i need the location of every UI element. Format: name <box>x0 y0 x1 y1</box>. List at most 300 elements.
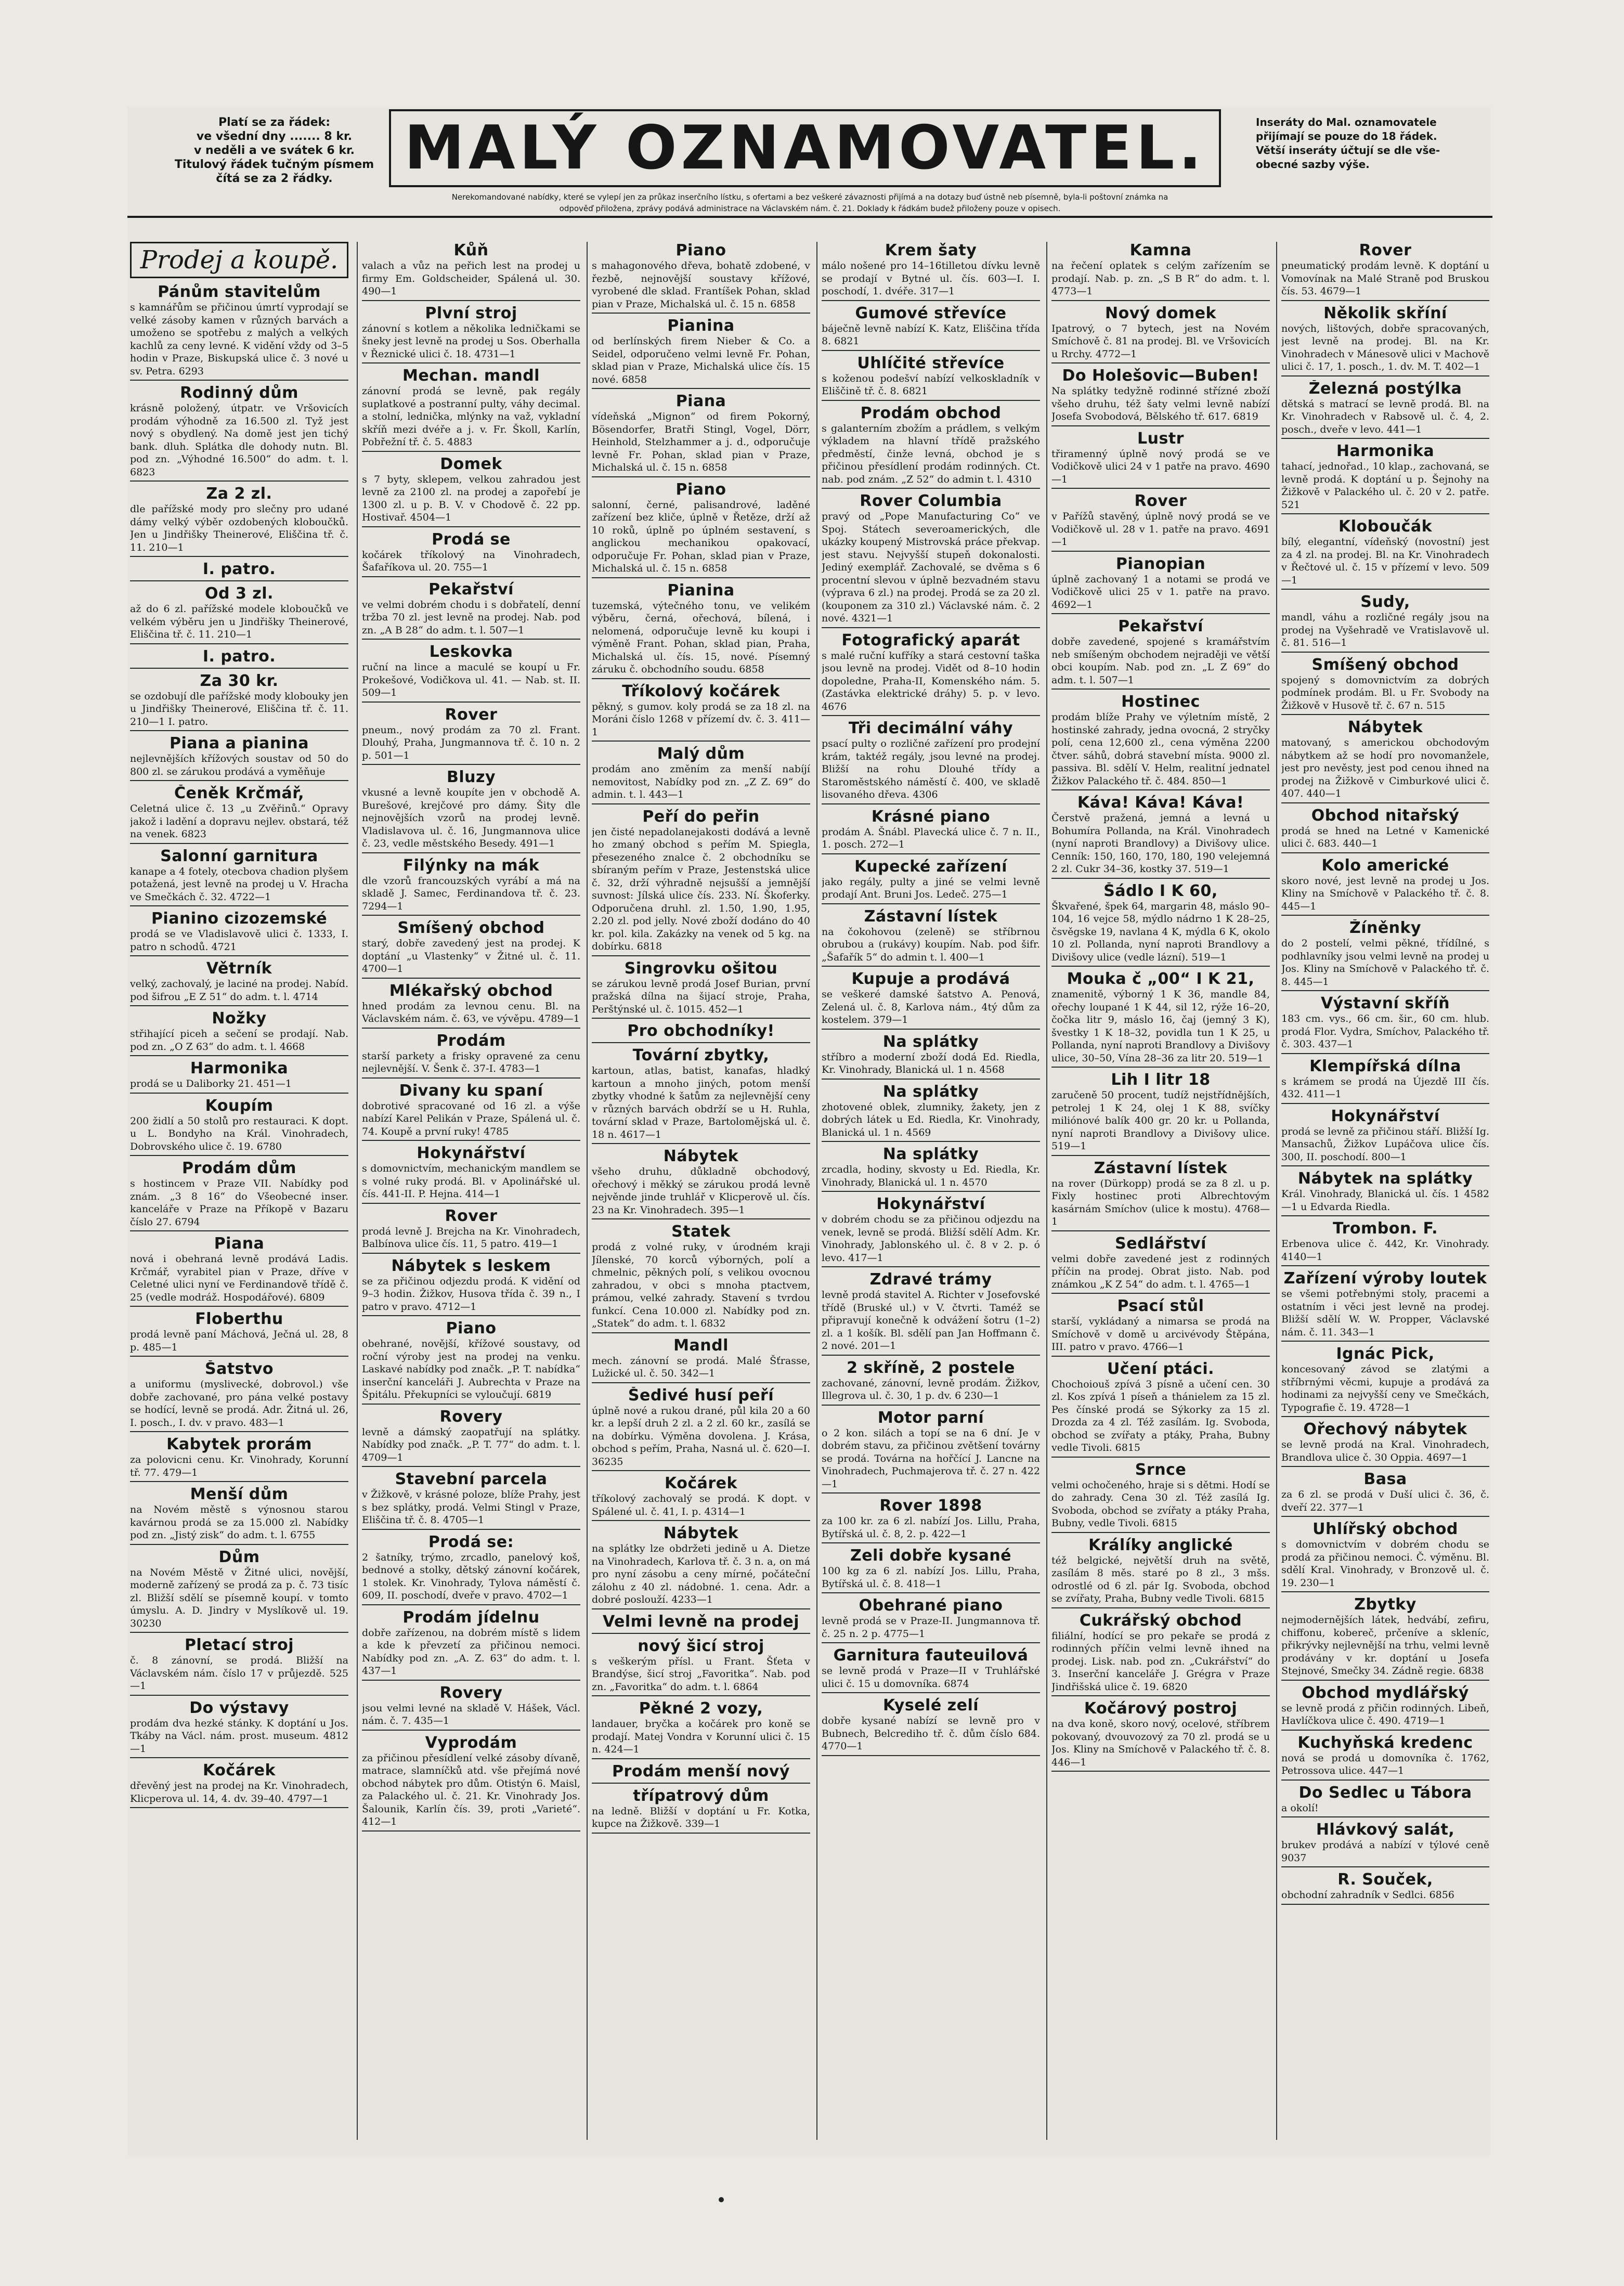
ad-heading: Klempířská dílna <box>1309 1057 1461 1075</box>
classified-ad <box>130 1097 348 1157</box>
classified-ad <box>1281 1821 1489 1867</box>
classified-ad <box>592 1475 810 1521</box>
classified-ad <box>130 585 348 644</box>
ad-heading: Do výstavy <box>189 1699 289 1717</box>
ad-text: 200 židlí a 50 stolů pro restauraci. K dopt. u L. Bondyho na Král. Vinohradech, Dobrovského ulice č. 19. 6780 <box>130 1115 348 1152</box>
ad-divider <box>592 1470 810 1471</box>
ad-divider <box>130 1055 348 1056</box>
ad-divider <box>822 1141 1040 1142</box>
classified-ad <box>1281 593 1489 653</box>
ad-heading: Harmonika <box>190 1060 289 1077</box>
ad-text: nejmodernějších látek, hedvábí, zefiru, chiffonu, kobereč, prčeníve a skleníc, přikrývky nejlevnější na trhu, velmi levně prodávány v kr. doptání u Josefa Stejnové, Smečky 34. Zádně regie. 6838 <box>1281 1614 1489 1677</box>
ad-text: málo nošené pro 14–16tilletou dívku levně se prodají v Bytné ul. čís. 603—I. I. poschodí, 1. dvéře. 317—1 <box>822 260 1040 297</box>
ad-divider <box>1051 551 1270 552</box>
ad-text: Chochoiouš zpívá 3 písně a učení cen. 30 zl. Kos zpívá 1 píseň a thánielem za 15 zl. Pes čínské prodá se Sýkorky za 15 zl. Drozda za 4 zl. Též zasílám. Ig. Svoboda, obchod se zvířaty a ptáky, Praha, Bubny vedle Tivoli. 6815 <box>1051 1378 1270 1453</box>
classified-ad <box>592 1387 810 1472</box>
ad-heading: Lih I litr 18 <box>1111 1071 1211 1089</box>
ad-divider <box>362 576 580 577</box>
classified-ad <box>1281 656 1489 716</box>
classified-ad <box>592 808 810 956</box>
column-1 <box>130 242 348 2140</box>
classified-ad <box>1051 882 1270 967</box>
ad-text: jen čisté nepadolanejakosti dodává a levně ho zmaný obchod s peřím M. Spiegla, přesezeného znalce č. 2 obchodníku se sbíraným peřím v Praze, Jestenstská ulice č. 32, drží výhradně nejsušší a jemnější suvnost: Jílská ulice čís. 233. Ní. Škoferky. Odporučena druhl. zl. 1.50, 1.90, 1.95, 2.20 zl. pod jelly. Nové zboží dodáno do 40 kr. pol. kila. Zakázky na venek od 5 kg. na dobírku. 6818 <box>592 826 810 952</box>
ad-divider <box>592 1608 810 1609</box>
ad-divider <box>1281 652 1489 653</box>
classified-ad <box>362 857 580 916</box>
ad-heading: Statek <box>671 1223 731 1241</box>
ad-text: prodá z volné ruky, v úrodném kraji Jílenské, 70 korců výborných, polí a chmelnic, pěkných polí, s velikou ovocnou zahradou, v obci s mnoha ptactvem, prámou, velké zahrady. Stavení s tvrdou funkcí. Cena 10.000 zl. Nabídky pod zn. „Statek“ do adm. t. l. 6832 <box>592 1241 810 1329</box>
classified-ad <box>1051 430 1270 489</box>
ad-divider <box>1051 1695 1270 1696</box>
ad-heading: 2 skříně, 2 postele <box>847 1359 1015 1377</box>
ad-heading: Nábytek <box>1347 719 1423 736</box>
column-divider <box>357 242 358 2140</box>
classified-ad <box>1281 1270 1489 1342</box>
classified-ad <box>822 1359 1040 1406</box>
ad-heading: Kupecké zařízení <box>854 858 1007 876</box>
rate-line: v neděli a ve svátek 6 kr. <box>193 144 355 157</box>
ad-text: se zárukou levně prodá Josef Burian, první pražská dílna na šijací stroje, Praha, Perštýnské ul. č. 1015. 452—1 <box>592 978 810 1015</box>
classified-ad <box>1281 807 1489 853</box>
classified-ad <box>1281 1421 1489 1467</box>
ad-text: prodá se ve Vladislavově ulici č. 1333, I. patro n schodů. 4721 <box>130 928 348 953</box>
ad-heading: Rover <box>445 1207 498 1225</box>
ad-divider <box>592 1042 810 1043</box>
ad-divider <box>130 1356 348 1357</box>
classified-ad <box>592 1525 810 1609</box>
classified-ad <box>130 1699 348 1759</box>
classified-ad <box>362 1320 580 1405</box>
ad-divider <box>362 1028 580 1029</box>
ad-divider <box>362 764 580 765</box>
classified-ad <box>822 492 1040 628</box>
ad-heading: Hlávkový salát, <box>1316 1821 1455 1839</box>
ad-divider <box>1051 1067 1270 1068</box>
ad-text: o 2 kon. silách a topí se na 6 dní. Je v dobrém stavu, za přičinou zvětšení továrny se prodá. Továrna na hořčící J. Lancne na Vinohradech, Puchmajerova tř. č. 27 n. 422—1 <box>822 1427 1040 1490</box>
ad-heading: Kůň <box>453 242 489 259</box>
ad-divider <box>592 577 810 578</box>
ad-heading: Za 2 zl. <box>206 485 272 503</box>
ad-heading: Ignác Pick, <box>1336 1345 1435 1363</box>
ad-text: s mahagonového dřeva, bohatě zdobené, v řezbě, nejnovější soustavy křížové, vyrobené dle sklad. Frantíšek Pohan, sklad pian v Praze, Michalská ul. č. 15 n. 6858 <box>592 260 810 310</box>
ad-heading: Cukrářský obchod <box>1079 1612 1242 1630</box>
ad-heading: Rovery <box>439 1684 503 1702</box>
ad-heading: Nábytek <box>663 1525 739 1542</box>
ad-heading: Plvní stroj <box>425 304 517 322</box>
ad-heading: Leskovka <box>429 643 513 661</box>
classified-ad <box>1051 492 1270 552</box>
classified-ad <box>1051 242 1270 301</box>
classified-ad <box>1051 693 1270 790</box>
ad-heading: Prodám <box>436 1032 506 1050</box>
ad-text: 2 šatníky, trýmo, zrcadlo, panelový koš, bednové a stolky, dětský zánovní kočárek, 1 stolek. Kr. Vinohrady, Tylova náměstí č. 609, II. poschodí, dveře v pravo. 4702—1 <box>362 1551 580 1601</box>
ad-divider <box>592 803 810 804</box>
classified-ad <box>130 960 348 1006</box>
classified-ad <box>1051 1297 1270 1357</box>
classified-ad <box>362 769 580 853</box>
ad-heading: Zástavní lístek <box>864 907 998 926</box>
ad-heading: Gumové střevíce <box>855 304 1007 322</box>
classified-ad <box>1281 1220 1489 1266</box>
classified-ad <box>130 848 348 907</box>
ad-text: Král. Vinohrady, Blanická ul. čís. 1 4582—1 u Edvarda Riedla. <box>1281 1188 1489 1213</box>
ad-text: na ledně. Bližší v doptání u Fr. Kotka, kupce na Žižkově. 339—1 <box>592 1805 810 1829</box>
classified-ad <box>362 1082 580 1141</box>
ad-text: dobře kysané nabízí se levně pro v Bubnech, Belcrediho tř. č. dům číslo 684. 4770—1 <box>822 1715 1040 1752</box>
ad-heading: Na splátky <box>882 1033 979 1051</box>
classified-ad <box>362 919 580 979</box>
ad-text: s malé ruční kufříky a stará cestovní taška jsou levně na prodej. Vidět od 8–10 hodin dopoledne, Praha-II, Komenského nám. 5. (Zastávka elektrické dráhy) 5. p. v levo. 4676 <box>822 650 1040 712</box>
ad-heading: Rover <box>1134 492 1187 510</box>
classified-ad <box>1281 1170 1489 1216</box>
ad-heading: Rover <box>445 706 498 724</box>
classified-ad <box>592 1763 810 1784</box>
ad-text: kočárek tříkolový na Vinohradech, Šafaříkova ul. 20. 755—1 <box>362 549 580 573</box>
rate-line: ve všední dny ....... 8 kr. <box>196 130 353 143</box>
ad-text: a okolí! <box>1281 1802 1319 1814</box>
ad-divider <box>362 1404 580 1405</box>
classified-ad <box>1281 857 1489 916</box>
ad-heading: Zástavní lístek <box>1094 1159 1228 1177</box>
ad-divider <box>592 1143 810 1144</box>
ad-text: krásně položený, útpatr. ve Vršovicích prodám výhodně za 16.500 zl. Tyž jest nový s obydlený. Na domě jest jen tichý bank. dluh. Splátka dle dohody nutn. Bl. pod zn. „Výhodné 16.500“ do adm. t. l. 6823 <box>130 402 348 478</box>
column-divider <box>1046 242 1047 2140</box>
ad-heading: Hostinec <box>1121 693 1200 711</box>
ad-divider <box>1281 1416 1489 1417</box>
ad-divider <box>822 966 1040 967</box>
ad-heading: Koupím <box>205 1097 274 1115</box>
ad-divider <box>592 1520 810 1521</box>
rule-line: přijímají se pouze do 18 řádek. <box>1256 130 1437 142</box>
classified-ad <box>362 1684 580 1731</box>
ad-divider <box>130 580 348 581</box>
ad-divider <box>822 1355 1040 1356</box>
ad-divider <box>822 1755 1040 1756</box>
ad-divider <box>130 1807 348 1808</box>
ad-text: tříkolový zachovalý se prodá. K dopt. v Spálené ul. č. 41, I. p. 4314—1 <box>592 1493 810 1517</box>
section-heading <box>130 242 348 278</box>
ad-divider <box>592 1018 810 1019</box>
ad-text: za 6 zl. se prodá v Duší ulici č. 36, č. dveří 22. 377—1 <box>1281 1489 1489 1513</box>
ad-text: kanape a 4 fotely, otecbova chadion plyšem potažená, jest levně na prodej u V. Hracha ve Smečkách č. 32. 4722—1 <box>130 865 348 903</box>
classified-ad <box>592 1022 810 1043</box>
rate-line: čítá se za 2 řádky. <box>216 172 333 185</box>
classified-ad <box>822 970 1040 1030</box>
classified-ad <box>1051 1537 1270 1608</box>
classified-ad <box>362 1408 580 1467</box>
ad-divider <box>362 451 580 452</box>
ad-divider <box>1281 802 1489 803</box>
ad-divider <box>1281 1591 1489 1592</box>
classified-ad <box>1281 1108 1489 1167</box>
insert-rules <box>1256 115 1495 172</box>
classified-ad <box>130 1060 348 1094</box>
ad-heading: Do Holešovic—Buben! <box>1062 367 1259 385</box>
ad-text: se veškeré damské šatstvo A. Penová, Zelená ul. č. 8, Karlova nám., 4tý dům za kostelem. 379—1 <box>822 989 1040 1025</box>
ad-heading: Prodám dům <box>182 1160 296 1177</box>
ad-divider <box>1051 1356 1270 1357</box>
ad-heading: Ořechový nábytek <box>1303 1421 1467 1438</box>
ad-text: velký, zachovalý, je laciné na prodej. Nabíd. pod šifrou „E Z 51“ do adm. t. l. 4714 <box>130 978 348 1003</box>
classified-ad <box>822 405 1040 489</box>
ad-divider <box>130 480 348 482</box>
ad-divider <box>1281 1516 1489 1517</box>
ad-text: dle vzorů francouzských vyrábí a má na skladě J. Samec, Ferdinandova tř. č. 23. 7294—1 <box>362 875 580 912</box>
ad-divider <box>1051 1771 1270 1772</box>
classified-ad <box>822 1497 1040 1543</box>
ad-text: Čerstvě pražená, jemná a levná u Bohumíra Pollanda, na Král. Vinohradech (nyní naproti Brandlovy) a Divišovy ulice. Cenník: 150, 160, 170, 180, 190 velejemná 2 zl. Cukr 34–36, kostky 37. 519—1 <box>1051 812 1270 875</box>
ad-heading: Fotografický aparát <box>841 631 1020 650</box>
ad-divider <box>130 1481 348 1482</box>
ad-text: od berlínských firem Nieber & Co. a Seidel, odporučeno velmi levně Fr. Pohan, sklad pian v Praze, Michalská ulice čís. 15 nové. 6858 <box>592 335 810 385</box>
ad-heading: Několik skříní <box>1323 304 1447 322</box>
ad-divider <box>1051 689 1270 690</box>
ad-divider <box>592 1758 810 1759</box>
ad-heading: Psací stůl <box>1117 1297 1204 1315</box>
ad-divider <box>130 1155 348 1156</box>
ad-heading: Pro obchodníky! <box>627 1022 775 1040</box>
ad-text: dle pařížské mody pro slečny pro udané dámy velký výběr ozdobených kloboučků. Jen u Jindřišky Theinerové, Eliščina tř. č. 11. 210—1 <box>130 503 348 553</box>
classified-ad <box>822 242 1040 301</box>
ad-heading: Vyprodám <box>425 1734 517 1752</box>
classified-ad <box>592 393 810 477</box>
ad-divider <box>362 1830 580 1832</box>
ad-divider <box>1051 966 1270 967</box>
classified-ad <box>592 1148 810 1219</box>
ad-divider <box>1281 1904 1489 1905</box>
ad-heading: Šádlo I K 60, <box>1103 882 1218 900</box>
ad-heading: Větrník <box>206 960 272 978</box>
ad-divider <box>130 1632 348 1633</box>
ad-divider <box>362 1680 580 1681</box>
classified-ad <box>1281 1784 1489 1818</box>
ad-divider <box>1281 1680 1489 1681</box>
ad-heading: Obchod mydlářský <box>1302 1684 1469 1702</box>
page-mark <box>719 2197 724 2202</box>
ad-heading: Uhlíčité střevíce <box>857 354 1005 372</box>
ad-heading: Bluzy <box>446 769 496 786</box>
ad-heading: Domek <box>440 455 502 473</box>
ad-heading: Rover 1898 <box>879 1497 982 1515</box>
ad-heading: Prodám menší nový <box>612 1762 790 1781</box>
ad-text: mech. zánovní se prodá. Malé Šťrasse, Lužické ul. č. 50. 342—1 <box>592 1355 810 1379</box>
ad-divider <box>130 380 348 381</box>
ad-heading: Smíšený obchod <box>397 919 545 937</box>
ad-text: velmi dobře zavedené jest z rodinných příčin na prodej. Obrat jisto. Nab. pod známkou „K Z 54“ do adm. t. l. 4765—1 <box>1051 1253 1270 1290</box>
ad-heading: Kočárek <box>203 1762 276 1780</box>
ad-divider <box>1281 1103 1489 1104</box>
ad-text: se ozdobují dle pařížské mody klobouky jen u Jindřišky Theinerové, Eliščina tř. č. 11. 210—1 I. patro. <box>130 690 348 728</box>
classified-ad <box>822 1547 1040 1593</box>
ad-heading: Kočárek <box>665 1475 737 1492</box>
classified-ad <box>130 1235 348 1307</box>
ad-heading: Pianopian <box>1115 555 1206 573</box>
ad-heading: nový šicí stroj <box>638 1637 764 1655</box>
ad-text: s hostincem v Praze VII. Nabídky pod znám. „3 8 16“ do Všeobecné inser. kanceláře v Praze na Příkopě v Bazaru číslo 27. 6794 <box>130 1178 348 1228</box>
classified-ad <box>130 672 348 732</box>
ad-heading: Lustr <box>1137 430 1184 448</box>
classified-ad <box>592 242 810 314</box>
ad-heading: Šatstvo <box>204 1360 274 1378</box>
ad-divider <box>592 1633 810 1634</box>
ad-heading: Stavební parcela <box>395 1471 548 1488</box>
ad-divider <box>362 1315 580 1316</box>
ad-text: valach a vůz na peřich lest na prodej u firmy Em. Goldscheider, Spálená ul. 30. 490—1 <box>362 260 580 297</box>
classified-ad <box>362 1734 580 1832</box>
ad-heading: Nábytek s leskem <box>391 1257 551 1275</box>
ad-divider <box>362 852 580 853</box>
ad-text: se za přičinou odjezdu prodá. K vidění od 9–3 hodin. Žižkov, Husova třída č. 39 n., I patro v pravo. 4712—1 <box>362 1275 580 1313</box>
ad-divider <box>362 1466 580 1467</box>
classified-ad <box>1051 367 1270 426</box>
classified-ad <box>130 1436 348 1482</box>
classified-ad <box>130 910 348 956</box>
ad-heading: Piana <box>675 393 726 410</box>
classified-ad <box>130 485 348 557</box>
classified-ad <box>1281 919 1489 991</box>
ad-divider <box>1281 1816 1489 1817</box>
ad-text: jsou velmi levné na skladě V. Hášek, Václ. nám. č. 7. 435—1 <box>362 1702 580 1726</box>
ad-text: starší, vykládaný a nimarsa se prodá na Smíchově v domě u arcivévody Štěpána, III. patro v pravo. 4766—1 <box>1051 1316 1270 1353</box>
ad-heading: Sudy, <box>1360 593 1410 611</box>
ad-text: na čokohovou (zeleně) se stříbrnou obrubou a (rukávy) koupím. Nab. pod šifr. „Šafařík 5“ do admin t. l. 400—1 <box>822 926 1040 963</box>
ad-text: na dva koně, skoro nový, ocelové, stříbrem pokovaný, dvouvozový za 70 zl. prodá se u Jos. Kliny na Smíchově v Palackého tř. č. 8. 446—1 <box>1051 1718 1270 1768</box>
ad-text: s domovnictvím v dobrém chodu se prodá za přičinou nemoci. Č. výměnu. Bl. sdělí Kral. Vinohrady, v Bronzově ul. č. 19. 230—1 <box>1281 1539 1489 1589</box>
ad-divider <box>362 1077 580 1079</box>
ad-heading: Rodinný dům <box>180 384 298 402</box>
ad-heading: I. patro. <box>202 561 276 578</box>
ad-heading: Piano <box>675 242 726 259</box>
classified-ad <box>1051 1071 1270 1156</box>
ad-divider <box>822 350 1040 351</box>
ad-heading: Mandl <box>673 1336 729 1355</box>
ad-text: levně a dámský zaopatřují na splátky. Nabídky pod značk. „P. T. 77“ do adm. t. l. 4709—1 <box>362 1426 580 1463</box>
classified-ad <box>130 1160 348 1231</box>
classified-ad <box>1051 970 1270 1068</box>
ad-divider <box>1281 1866 1489 1867</box>
masthead <box>389 109 1221 187</box>
ad-text: dobře zavedené, spojené s kramářstvím neb smíšeným obchodem nejraději ve větší obci koupím. Nab. pod zn. „L Z 69“ do adm. t. l. 507—1 <box>1051 636 1270 686</box>
ad-heading: Tři decimální váhy <box>848 720 1014 737</box>
ad-heading: Prodám obchod <box>860 404 1002 422</box>
ad-heading: Obehrané piano <box>859 1597 1003 1615</box>
classified-ad <box>1281 305 1489 376</box>
ad-heading: Sedlářství <box>1115 1235 1206 1253</box>
classified-ad <box>592 481 810 578</box>
ad-divider <box>822 1542 1040 1543</box>
ad-text: Škvařené, špek 64, margarin 48, máslo 90–104, 16 vejce 58, mýdlo nádrno 1 K 28–25, čsvěgske 19, navlana 4 K, mýdla 6 K, okolo 10 zl. Pollanda, nyní naproti Brandlovy a Divišovy ulice (vedle lázní). 519—1 <box>1051 900 1270 963</box>
ad-text: nejlevnějších křížových soustav od 50 do 800 zl. se zárukou prodává a vyměňuje <box>130 753 348 777</box>
column-5 <box>1051 242 1270 2140</box>
classified-ad <box>362 305 580 364</box>
ad-divider <box>130 1695 348 1696</box>
ad-text: za přičinou přesídlení velké zásoby dívaně, matrace, slamníčků atd. vše přejímá nové obchod nábytek pro dům. Otistýn 6. Maisl, za Palackého ul. č. 21. Kr. Vinohrady Jos. Šalounik, Karlín čís. 39, proti „Varieté“. 412—1 <box>362 1752 580 1827</box>
ad-text: tahací, jednořad., 10 klap., zachovaná, se levně prodá. K doptání u p. Šejnohy na Žižkově v Palackého ul. č. 20 v 2. patře. 521 <box>1281 461 1489 511</box>
ad-text: prodám A. Šnábl. Plavecká ulice č. 7 n. II., 1. posch. 272—1 <box>822 826 1040 850</box>
column-2 <box>362 242 580 2140</box>
ad-heading: Peří do peřin <box>642 808 760 826</box>
ad-heading: Pletací stroj <box>184 1636 294 1654</box>
ad-heading: Zdravé trámy <box>869 1271 992 1289</box>
ad-divider <box>362 639 580 640</box>
ad-text: ruční na lince a maculé se koupí u Fr. Prokešové, Vodičkova ul. 41. — Nab. st. II. 509—1 <box>362 661 580 698</box>
classified-ad <box>1051 1700 1270 1772</box>
column-divider <box>587 242 588 2140</box>
ad-divider <box>1281 589 1489 590</box>
ad-heading: Smíšený obchod <box>1311 656 1459 674</box>
ad-divider <box>822 715 1040 716</box>
ad-divider <box>592 1695 810 1696</box>
ad-text: bílý, elegantní, vídeňský (novostní) jest za 4 zl. na prodej. Bl. na Kr. Vinohradech v Řečtové ul. č. 15 v přízemí v levo. 509—1 <box>1281 536 1489 586</box>
classified-ad <box>822 1647 1040 1693</box>
ad-divider <box>130 843 348 844</box>
ad-divider <box>130 1757 348 1758</box>
classified-ad <box>1281 242 1489 301</box>
ad-heading: Piana a pianina <box>170 735 309 752</box>
ad-heading: Floberthu <box>195 1310 283 1328</box>
ad-heading: Od 3 zl. <box>205 585 274 603</box>
ad-text: prodá se u Daliborky 21. 451—1 <box>130 1078 292 1089</box>
ad-divider <box>362 526 580 527</box>
ad-divider <box>1281 513 1489 514</box>
ad-text: skoro nové, jest levně na prodej u Jos. Kliny na Smíchově v Palackého tř. č. 8. 445—1 <box>1281 875 1489 912</box>
ad-heading: Pánům stavitelům <box>158 283 321 301</box>
classified-ad <box>592 1638 810 1697</box>
ad-heading: Uhlířský obchod <box>1313 1521 1458 1538</box>
classified-ad <box>1281 518 1489 590</box>
classified-ad <box>822 720 1040 804</box>
ad-divider <box>1051 1155 1270 1156</box>
classified-ad <box>1281 1471 1489 1517</box>
classified-ad <box>1051 1360 1270 1458</box>
ad-divider <box>1051 1532 1270 1533</box>
ad-text: prodám ano změním za menší nabíjí nemovitost, Nabídky pod zn. „Z Z. 69“ do admin. t. l. 443—1 <box>592 763 810 800</box>
ad-heading: Salonní garnitura <box>160 847 318 865</box>
ad-heading: Zařízení výroby loutek <box>1283 1270 1487 1288</box>
classified-ad <box>1051 618 1270 690</box>
ad-text: jako regály, pulty a jiné se velmi levně prodají Ant. Bruni Jos. Ledeč. 275—1 <box>822 876 1040 900</box>
ad-text: též belgické, největší druh na světě, zasílám 8 měs. staré po 8 zl., 3 mšs. odrostlé od 6 zl. pár Ig. Svoboda, obchod se zvířaty, Praha, Bubny vedle Tivoli. 6815 <box>1051 1554 1270 1604</box>
ad-heading: Prodám jídelnu <box>402 1608 540 1627</box>
ad-heading: Hokynářství <box>876 1196 985 1213</box>
ad-heading: Kyselé zelí <box>882 1697 979 1714</box>
ad-text: na splátky lze obdržeti jedině u A. Dietze na Vinohradech, Karlova tř. č. 3 n. a, on má pro nyní zásobu a ceny mírné, počáteční zálohu z 40 zl. nádobné. 1. cena. Adr. a dobré poslouží. 4233—1 <box>592 1543 810 1605</box>
ad-divider <box>1281 714 1489 715</box>
ad-text: prodá levně paní Máchová, Ječná ul. 28, 8 p. 485—1 <box>130 1329 348 1353</box>
ad-text: koncesovaný závod se zlatými a stříbrnými věcmi, kupuje a prodává za hodinami za nejvyšší ceny ve Smečkách, Typografie č. 19. 4728—1 <box>1281 1363 1489 1413</box>
classified-ad <box>130 561 348 581</box>
ad-heading: Garnitura fauteuilová <box>833 1647 1029 1665</box>
classified-ad <box>362 982 580 1029</box>
ad-text: a uniformu (myslivecké, dobrovol.) vše dobře zachované, pro pána velké postavy se hodící, levně se prodá. Adr. Žitná ul. 26, I. posch., I. dv. v pravo. 483—1 <box>130 1379 348 1428</box>
classified-ad <box>1281 1684 1489 1731</box>
classified-ad <box>592 683 810 742</box>
ad-divider <box>130 1230 348 1231</box>
ad-heading: I. patro. <box>202 647 276 666</box>
ad-heading: Filýnky na mák <box>402 856 540 875</box>
ad-heading: Singrovku ošitou <box>624 959 778 978</box>
ad-text: zánovní prodá se levně, pak regály suplatkové a postranní pulty, váhy decimal. a stolní, lednička, mlýnky na važ, vykladní skříň mezi dvéře a j. v. Fr. Školl, Karlín, Pobřežní tř. č. 5. 4883 <box>362 385 580 448</box>
ad-text: s 7 byty, sklepem, velkou zahradou jest levně za 2100 zl. na prodej a zapořebí je 1300 zl. u p. B. V. v Chodově č. 22 pp. Hostivař. 4504—1 <box>362 473 580 523</box>
classified-ad <box>130 283 348 381</box>
classified-ad <box>1281 1871 1489 1905</box>
ad-heading: Pianina <box>667 317 735 335</box>
ad-heading: Velmi levně na prodej <box>602 1613 800 1631</box>
ad-text: salonní, černé, palisandrové, laděné zařízení bez kliče, úplně v Řetěze, drží až 10 roků, úplně po úplném sestavení, s anglickou mechanikou opakovací, odporučuje Fr. Pohan, sklad pian v Praze, Michalská ul. č. 15 n. 6858 <box>592 499 810 574</box>
classified-ad <box>1051 1160 1270 1231</box>
classified-ad <box>822 858 1040 904</box>
ad-text: nová i obehraná levně prodává Ladis. Krčmář, vyrabitel pian v Praze, dříve v Celetné ulici nyní ve Ferdinandově třídě č. 25 (vedle modráž. Hospodářové). 6809 <box>130 1253 348 1303</box>
